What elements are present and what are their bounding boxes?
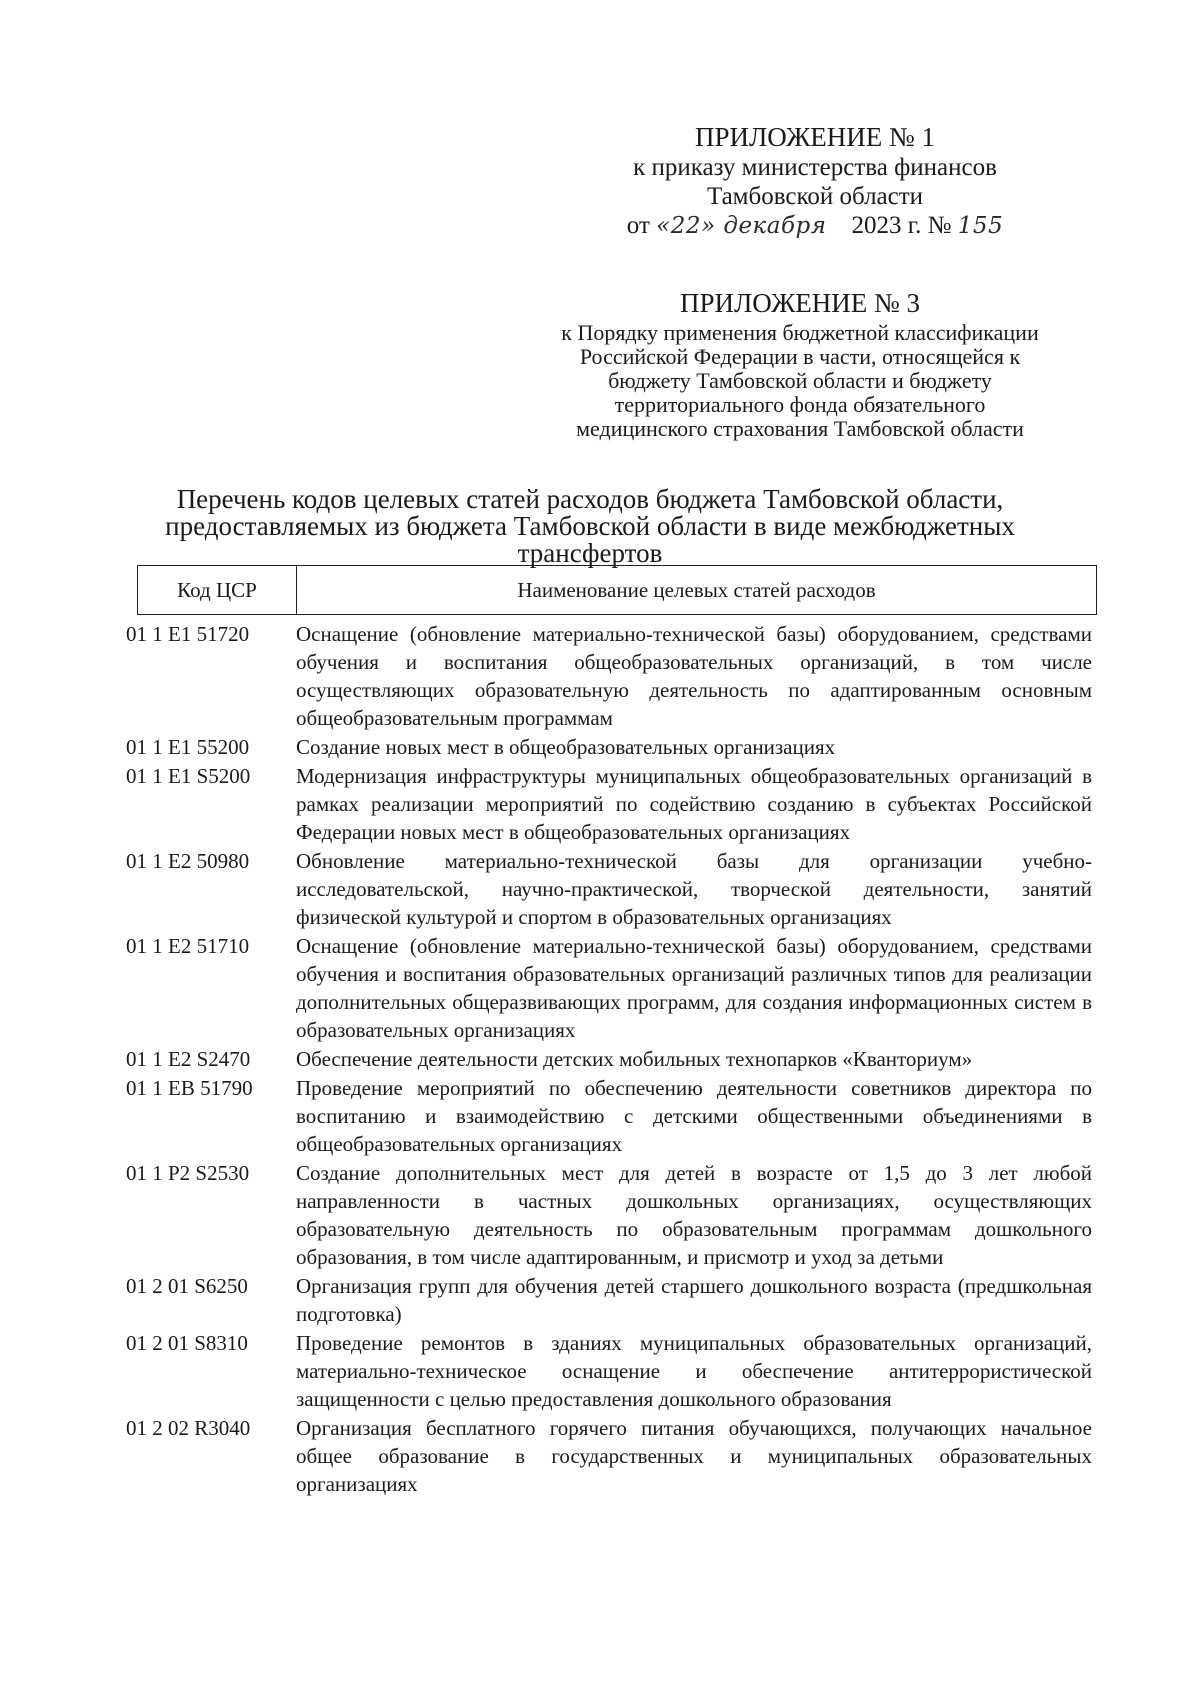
order-year: 2023 г. № [851,212,952,239]
table-row [126,1329,1092,1413]
appendix-3-line: территориального фонда обязательного [614,392,986,417]
row-name: Обеспечение деятельности детских мобильных технопарков «Кванториум» [296,1047,973,1071]
row-name: Оснащение (обновление материально-технической базы) оборудованием, средствами обучения и воспитания образовательных организаций различных типов для реализации дополнительных общеразвивающих программ, для создания информационных систем в образовательных организациях [296,934,1092,1042]
table-row [126,733,1092,761]
appendix-3-line: к Порядку применения бюджетной классификации [561,320,1039,345]
row-name: Модернизация инфраструктуры муниципальных общеобразовательных организаций в рамках реализации мероприятий по содействию созданию в субъектах Российской Федерации новых мест в общеобразовательных организациях [296,764,1092,844]
appendix-3-title: ПРИЛОЖЕНИЕ № 3 [679,288,921,318]
row-code: 01 1 E2 50980 [126,849,250,873]
table-row [126,762,1092,846]
row-code: 01 1 EB 51790 [126,1076,253,1100]
table-row [126,1074,1092,1158]
order-date-line [560,211,1070,241]
appendix-3-line: бюджету Тамбовской области и бюджету [608,368,992,393]
row-name: Создание дополнительных мест для детей в возрасте от 1,5 до 3 лет любой направленности в частных дошкольных организациях, осуществляющих образовательную деятельность по образовательным программам дошкольного образования, в том числе адаптированным, и присмотр и уход за детьми [296,1161,1092,1269]
handwritten-date: «22» декабря [656,213,827,239]
row-code: 01 2 01 S8310 [126,1331,248,1355]
appendix-3-block [530,288,1070,441]
row-name: Организация групп для обучения детей старшего дошкольного возраста (предшкольная подготовка) [296,1274,1092,1326]
row-name: Организация бесплатного горячего питания обучающихся, получающих начальное общее образование в государственных и муниципальных образовательных организациях [296,1416,1092,1496]
appendix-1-block [560,122,1070,241]
row-name: Оснащение (обновление материально-технической базы) оборудованием, средствами обучения и воспитания общеобразовательных организаций, в том числе осуществляющих образовательную деятельность по адаптированным основным общеобразовательным программам [296,622,1092,730]
appendix-1-title: ПРИЛОЖЕНИЕ № 1 [694,122,936,152]
row-code: 01 1 E1 55200 [126,735,250,759]
table-row [126,1414,1092,1498]
document-title: Перечень кодов целевых статей расходов бюджета Тамбовской области, предоставляемых из бюджета Тамбовской области в виде межбюджетных трансфертов [165,484,1015,568]
row-code: 01 1 E2 S2470 [126,1047,251,1071]
header-code: Код ЦСР [138,566,297,614]
table-body [126,620,1092,1499]
table-header [137,565,1097,615]
row-code: 01 1 E1 S5200 [126,764,251,788]
row-name: Обновление материально-технической базы для организации учебно-исследовательской, научно-практической, творческой деятельности, занятий физической культурой и спортом в образовательных организациях [296,849,1092,929]
header-name: Наименование целевых статей расходов [517,577,876,602]
row-name: Проведение ремонтов в зданиях муниципальных образовательных организаций, материально-техническое оснащение и обеспечение антитеррористической защищенности с целью предоставления дошкольного образования [296,1331,1092,1411]
row-code: 01 2 01 S6250 [126,1274,248,1298]
table-row [126,1272,1092,1328]
row-name: Проведение мероприятий по обеспечению деятельности советников директора по воспитанию и взаимодействию с детскими общественными объединениями в общеобразовательных организациях [296,1076,1092,1156]
table-row [126,932,1092,1044]
row-code: 01 2 02 R3040 [126,1416,251,1440]
row-code: 01 1 E1 51720 [126,622,250,646]
appendix-3-line: медицинского страхования Тамбовской области [576,416,1024,441]
row-name: Создание новых мест в общеобразовательных организациях [296,735,836,759]
table-row [126,847,1092,931]
table-row [126,1045,1092,1073]
table-row [126,620,1092,732]
appendix-1-line-2: Тамбовской области [706,183,924,210]
handwritten-order-number: 155 [957,213,1004,239]
appendix-3-line: Российской Федерации в части, относящейся к [579,344,1021,369]
table-row [126,1159,1092,1271]
appendix-1-line-1: к приказу министерства финансов [633,154,997,181]
row-code: 01 1 E2 51710 [126,934,250,958]
row-code: 01 1 P2 S2530 [126,1161,250,1185]
date-prefix: от [626,212,650,239]
